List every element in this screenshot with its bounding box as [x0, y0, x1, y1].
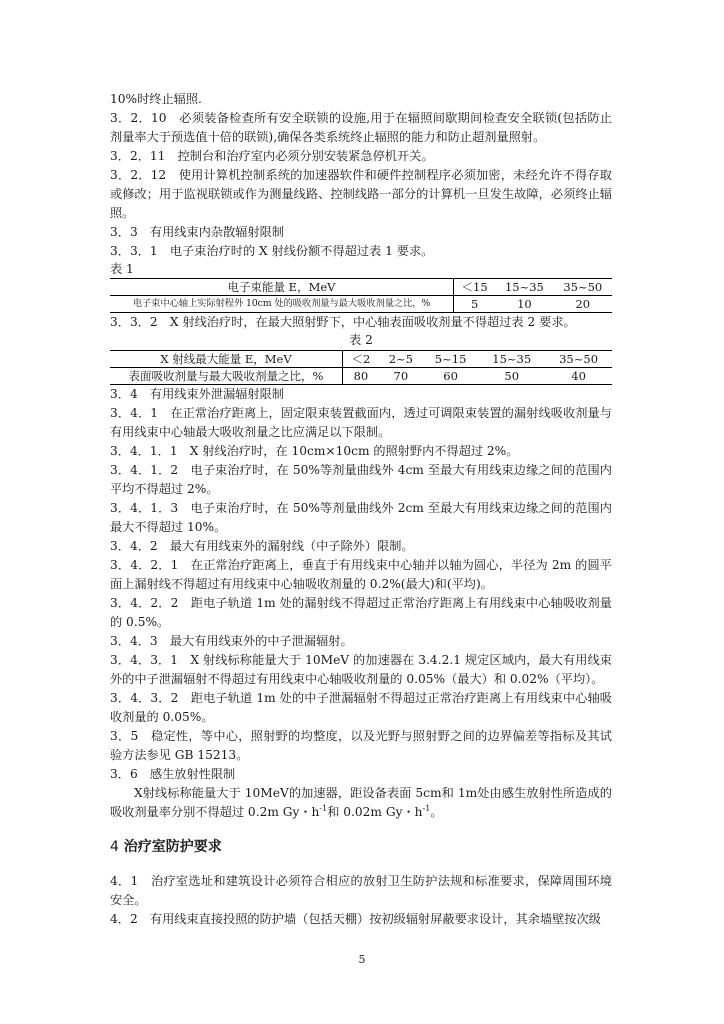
superscript: -1 [422, 803, 431, 813]
page-content [110, 90, 612, 929]
paragraph: 3．4．2．1 在正常治疗距离上，垂直于有用线束中心轴并以轴为圆心，半径为 2m 的圆平面上漏射线不得超过有用线束中心轴吸收剂量的 0.2%(最大)和(平均)。 [110, 558, 612, 591]
paragraph: 3．4．1．2 电子束治疗时，在 50%等剂量曲线外 4cm 至最大有用线束边缘之间的范围内平均不得超过 2%。 [110, 463, 612, 496]
paragraph: 3．5 稳定性，等中心，照射野的均整度，以及光野与照射野之间的边界偏差等指标及其试验方法参见 GB 15213。 [110, 729, 612, 762]
paragraph: 3．2．12 使用计算机控制系统的加速器软件和硬件控制程序必须加密，未经允许不得存取或修改；用于监视联锁或作为测量线路、控制线路一部分的计算机一旦发生故障，必须终止辐照。 [110, 168, 612, 220]
superscript: -1 [319, 803, 328, 813]
table-header-cell: 电子束能量 E，MeV [110, 279, 454, 296]
table-cell: 40 [571, 369, 586, 383]
text-run: 。 [430, 805, 443, 819]
table-header-cell: 15~35 [495, 279, 553, 296]
section-number: 4 [110, 839, 119, 855]
table-row-title: 表面吸收剂量与最大吸收剂量之比，% [110, 368, 343, 385]
table-header-cell: 35~50 [545, 351, 612, 368]
paragraph: 4．1 治疗室选址和建筑设计必须符合相应的放射卫生防护法规和标准要求，保障周围环境安全。 [110, 874, 612, 907]
paragraph: 4．2 有用线束直接投照的防护墙（包括天棚）按初级辐射屏蔽要求设计，其余墙壁按次级 [110, 912, 601, 926]
table-cell: 20 [575, 297, 591, 311]
section-title-text: 治疗室防护要求 [123, 839, 222, 855]
paragraph: 3．4．2 最大有用线束外的漏射线（中子除外）限制。 [110, 539, 414, 553]
paragraph: 3．4．3．1 X 射线标称能量大于 10MeV 的加速器在 3.4.2.1 规定区域内，最大有用线束外的中子泄漏辐射不得超过有用线束中心轴吸收剂量的 0.05%（最大）和 0.02%（平均）。 [110, 653, 612, 686]
table-header-cell: ＜15 [454, 279, 496, 296]
paragraph-induced-radioactivity [110, 784, 612, 822]
paragraph: 3．3．2 X 射线治疗时，在最大照射野下，中心轴表面吸收剂量不得超过表 2 要求。 [110, 315, 576, 329]
paragraph: 3．3．1 电子束治疗时的 X 射线份额不得超过表 1 要求。 [110, 244, 434, 258]
table-cell: 60 [443, 369, 458, 383]
table1-label: 表 1 [110, 262, 134, 276]
table-header-cell: 35~50 [554, 279, 612, 296]
paragraph: 3．4．2．2 距电子轨道 1m 处的漏射线不得超过正常治疗距离上有用线束中心轴吸收剂量的 0.5%。 [110, 596, 612, 629]
table-header-cell: 5~15 [423, 351, 478, 368]
text-run: 和 0.02m Gy・h [327, 805, 423, 819]
paragraph: 3．4．3．2 距电子轨道 1m 处的中子泄漏辐射不得超过正常治疗距离上有用线束中心轴吸收剂量的 0.05%。 [110, 691, 612, 724]
section-title [110, 836, 612, 858]
table-cell: 70 [393, 369, 409, 383]
table-cell: 50 [504, 369, 520, 383]
table-header-cell: 15~35 [478, 351, 545, 368]
paragraph: 3．2．11 控制台和治疗室内必须分别安装紧急停机开关。 [110, 149, 434, 163]
table2-caption: 表 2 [349, 333, 373, 347]
table-1 [110, 278, 612, 313]
table-row [110, 368, 612, 385]
table-cell: 80 [353, 369, 369, 383]
paragraph: 3．4．1．1 X 射线治疗时，在 10cm×10cm 的照射野内不得超过 2%。 [110, 444, 519, 458]
paragraph: 3．2．10 必须装备检查所有安全联锁的设施,用于在辐照间歇期间检查安全联锁(包括防止剂量率大于预选值十倍的联锁),确保各类系统终止辐照的能力和防止超剂量照射。 [110, 111, 612, 144]
table-cell: 5 [470, 297, 479, 311]
paragraph: 3．4．3 最大有用线束外的中子泄漏辐射。 [110, 634, 353, 648]
page-number: 5 [358, 953, 366, 966]
paragraph: 3．4．1 在正常治疗距离上，固定限束装置截面内，透过可调限束装置的漏射线吸收剂量与有用线束中心轴最大吸收剂量之比应满足以下限制。 [110, 406, 612, 439]
table-cell: 10 [517, 297, 532, 311]
table-row [110, 296, 612, 313]
table-row [110, 351, 612, 368]
text-run: X射线标称能量大于 10MeV的加速器，距设备表面 5cm和 1m处由感生放射性所造成的吸收剂量率分别不得超过 0.2m Gy・h [110, 786, 612, 819]
section-heading: 3．4 有用线束外泄漏辐射限制 [110, 387, 284, 401]
paragraph: 3．4．1．3 电子束治疗时，在 50%等剂量曲线外 2cm 至最大有用线束边缘之间的范围内最大不得超过 10%。 [110, 501, 612, 534]
table-row-title: 电子束中心轴上实际射程外 10cm 处的吸收剂量与最大吸收剂量之比，% [110, 296, 454, 313]
paragraph: 10%时终止辐照. [110, 92, 202, 106]
table-header-cell: ＜2 [343, 351, 379, 368]
table-header-cell: X 射线最大能量 E，MeV [110, 351, 343, 368]
table-2 [110, 350, 612, 385]
section-heading: 3．3 有用线束内杂散辐射限制 [110, 225, 284, 239]
table-header-cell: 2~5 [379, 351, 423, 368]
section-heading: 3．6 感生放射性限制 [110, 767, 236, 781]
table-row [110, 279, 612, 296]
